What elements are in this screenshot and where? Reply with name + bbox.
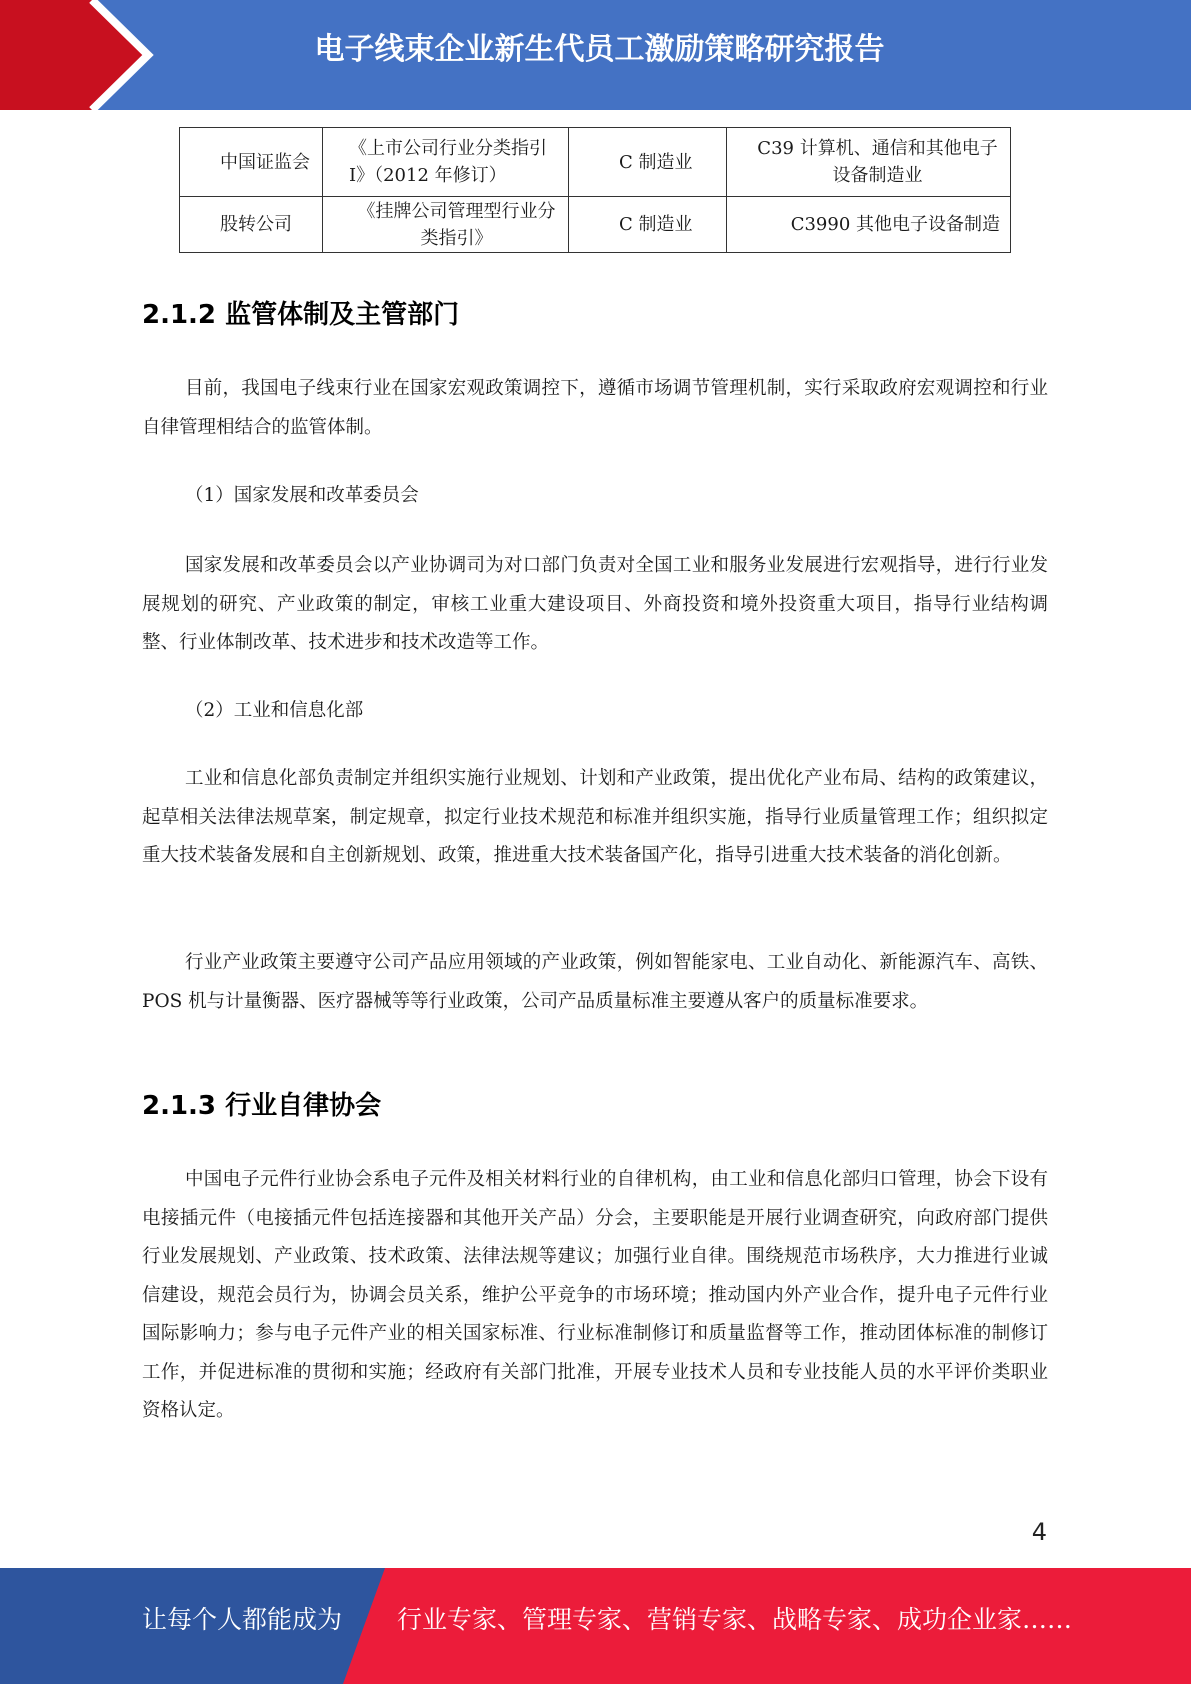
page-header <box>0 0 1191 110</box>
report-title: 电子线束企业新生代员工激励策略研究报告 <box>314 32 885 67</box>
subheading-ndrc: （1）国家发展和改革委员会 <box>185 485 419 506</box>
table-cell: 《挂牌公司管理型行业分类指引》 <box>323 197 569 253</box>
paragraph: 行业产业政策主要遵守公司产品应用领域的产业政策，例如智能家电、工业自动化、新能源汽车、高铁、POS 机与计量衡器、医疗器械等等行业政策，公司产品质量标准主要遵从客户的质量标准要求。 <box>142 952 1048 1012</box>
page-footer <box>0 1568 1191 1684</box>
page-number: 4 <box>1031 1518 1047 1546</box>
table-cell: C39 计算机、通信和其他电子 设备制造业 <box>727 128 1011 197</box>
table-row <box>180 128 1011 197</box>
table-cell: 股转公司 <box>180 197 323 253</box>
paragraph: 中国电子元件行业协会系电子元件及相关材料行业的自律机构，由工业和信息化部归口管理，协会下设有电接插元件（电接插元件包括连接器和其他开关产品）分会，主要职能是开展行业调查研究，向政府部门提供行业发展规划、产业政策、技术政策、法律法规等建议；加强行业自律。围绕规范市场秩序，大力推进行业诚信建设，规范会员行为，协调会员关系，维护公平竞争的市场环境；推动国内外产业合作，提升电子元件行业国际影响力；参与电子元件产业的相关国家标准、行业标准制修订和质量监督等工作，推动团体标准的制修订工作，并促进标准的贯彻和实施；经政府有关部门批准，开展专业技术人员和专业技能人员的水平评价类职业资格认定。 <box>142 1169 1048 1421</box>
table-cell: C 制造业 <box>569 197 727 253</box>
industry-classification-table <box>179 127 1011 253</box>
table-row <box>180 197 1011 253</box>
table-cell: C3990 其他电子设备制造 <box>727 197 1011 253</box>
table-cell: 中国证监会 <box>180 128 323 197</box>
footer-slogan-left: 让每个人都能成为 <box>142 1605 343 1634</box>
paragraph: 工业和信息化部负责制定并组织实施行业规划、计划和产业政策，提出优化产业布局、结构的政策建议，起草相关法律法规草案，制定规章，拟定行业技术规范和标准并组织实施，指导行业质量管理工作；组织拟定重大技术装备发展和自主创新规划、政策，推进重大技术装备国产化，指导引进重大技术装备的消化创新。 <box>142 768 1048 866</box>
paragraph: 目前，我国电子线束行业在国家宏观政策调控下，遵循市场调节管理机制，实行采取政府宏观调控和行业自律管理相结合的监管体制。 <box>142 378 1048 438</box>
table-cell: C 制造业 <box>569 128 727 197</box>
subheading-miit: （2）工业和信息化部 <box>185 700 364 721</box>
footer-slogan-right: 行业专家、管理专家、营销专家、战略专家、成功企业家…… <box>397 1605 1073 1634</box>
table-cell: 《上市公司行业分类指引 I》（2012 年修订） <box>323 128 569 197</box>
section-heading-2-1-3: 2.1.3 行业自律协会 <box>142 1091 382 1121</box>
paragraph: 国家发展和改革委员会以产业协调司为对口部门负责对全国工业和服务业发展进行宏观指导，进行行业发展规划的研究、产业政策的制定，审核工业重大建设项目、外商投资和境外投资重大项目，指导行业结构调整、行业体制改革、技术进步和技术改造等工作。 <box>142 555 1048 653</box>
section-heading-2-1-2: 2.1.2 监管体制及主管部门 <box>142 300 460 330</box>
